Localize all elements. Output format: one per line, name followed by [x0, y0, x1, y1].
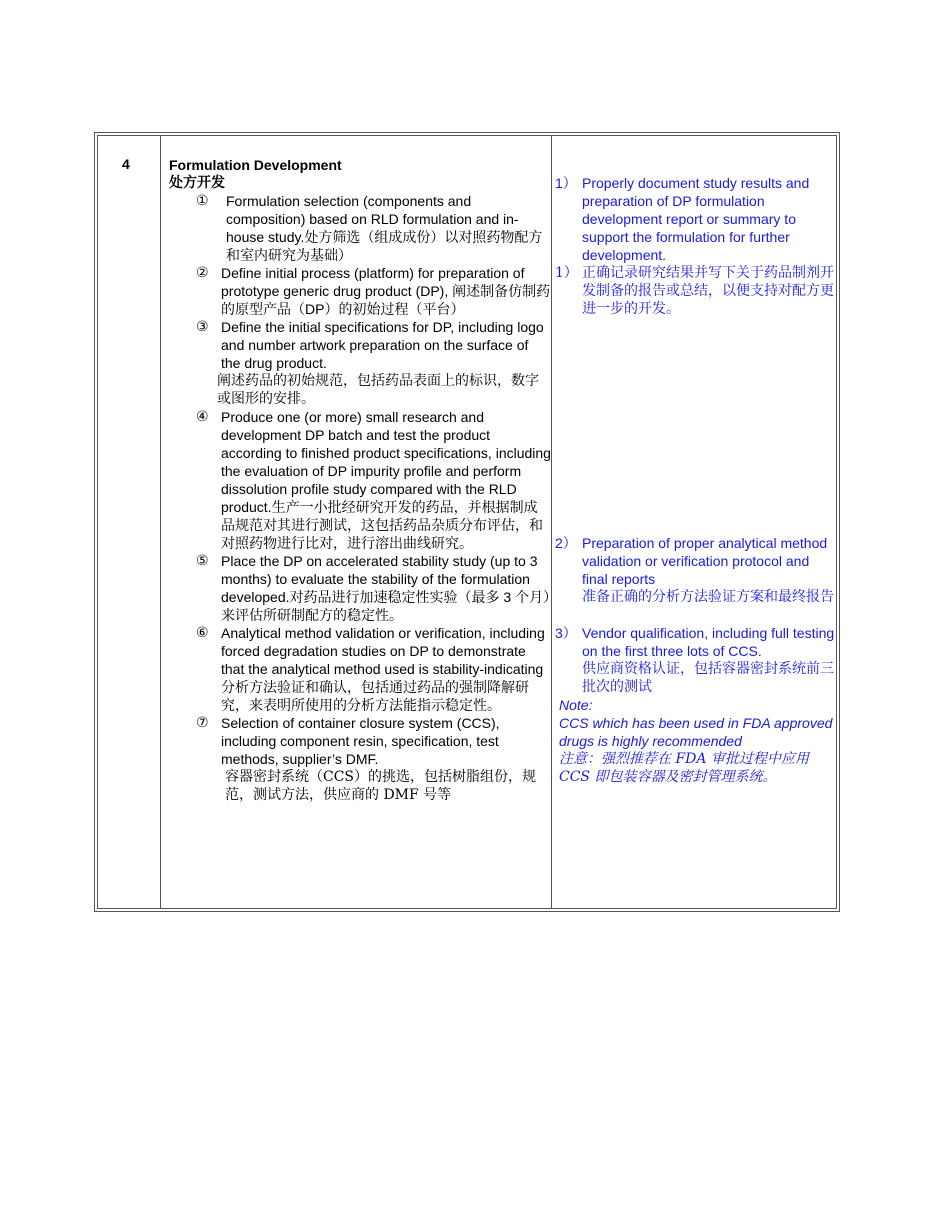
step-marker: ① — [196, 193, 209, 209]
step-marker: ④ — [196, 409, 209, 425]
step-marker: ⑥ — [196, 625, 209, 641]
step-text: Formulation selection (components and composition) based on RLD formulation and in-house study.处方筛选（组成成份）以对照药物配方和室内研究为基础） — [226, 193, 543, 263]
step-text: Produce one (or more) small research and development DP batch and test the product according to finished product specifications, including the evaluation of DP impurity profile and perform dissolution profile study compared with the RLD product.生产一小批经研究开发的药品，并根据制成品规范对其进行测试，这包括药品杂质分布评估，和对照药物进行比对，进行溶出曲线研究。 — [221, 409, 551, 551]
step-text: Define initial process (platform) for preparation of prototype generic drug product (DP), 阐述制备仿制药的原型产品（DP）的初始过程（平台） — [221, 265, 551, 317]
remark-number: 2） — [555, 535, 577, 551]
column-divider-2 — [551, 136, 552, 908]
column-divider-1 — [160, 136, 161, 908]
remark-text: 正确记录研究结果并写下关于药品制剂开发制备的报告或总结，以便支持对配方更进一步的开发。 — [582, 265, 834, 317]
step-item — [169, 408, 551, 552]
remark-text-zh: 准备正确的分析方法验证方案和最终报告 — [582, 589, 834, 605]
remark-text-zh: 供应商资格认证，包括容器密封系统前三批次的测试 — [582, 661, 834, 695]
remark-number: 1） — [555, 265, 578, 281]
step-item — [169, 318, 551, 408]
step-extra-text: 阐述药品的初始规范，包括药品表面上的标识，数字或图形的安排。 — [217, 373, 539, 407]
note-text: CCS which has been used in FDA approved drugs is highly recommended — [559, 715, 833, 749]
step-list — [169, 192, 551, 804]
step-text: Place the DP on accelerated stability study (up to 3 months) to evaluate the stability of the formulation developed.对药品进行加速稳定性实验（最多 3 个月）来评估所研制配方的稳定性。 — [221, 553, 551, 623]
remark-number: 1） — [555, 175, 577, 191]
section-title: Formulation Development — [169, 157, 342, 173]
remark-text: Properly document study results and preparation of DP formulation development report or summary to support the formulation for further development. — [582, 175, 810, 263]
remark-spacer — [555, 606, 835, 624]
step-item — [169, 192, 551, 264]
step-text: Analytical method validation or verification, including forced degradation studies on DP to demonstrate that the analytical method used is stability-indicating 分析方法验证和确认，包括通过药品的强制降解研究，来表明所使用的分析方法能指示稳定性。 — [221, 625, 545, 713]
remark-1-zh — [555, 264, 835, 318]
requirements-table — [94, 132, 840, 912]
step-item — [169, 714, 551, 804]
step-text: Define the initial specifications for DP, including logo and number artwork preparation on the surface of the drug product. — [221, 319, 544, 371]
step-marker: ⑤ — [196, 553, 209, 569]
step-item — [169, 264, 551, 318]
step-extra-text: 容器密封系统（CCS）的挑选，包括树脂组份，规范，测试方法，供应商的 DMF 号等 — [225, 769, 537, 803]
remark-text: Preparation of proper analytical method validation or verification protocol and final reports — [582, 535, 828, 587]
table-inner-border — [97, 135, 837, 909]
step-marker: ② — [196, 265, 209, 281]
step-text: Selection of container closure system (CCS), including component resin, specification, test methods, supplier’s DMF. — [221, 715, 500, 767]
remark-2 — [555, 534, 835, 606]
section-subtitle: 处方开发 — [169, 175, 225, 191]
note-text-zh: 注意：强烈推荐在 FDA 审批过程中应用 CCS 即包装容器及密封管理系统。 — [559, 751, 809, 785]
note-label: Note: — [559, 697, 593, 713]
remark-1-en — [555, 174, 835, 264]
row-number: 4 — [122, 156, 130, 172]
remark-text: Vendor qualification, including full testing on the first three lots of CCS. — [582, 625, 835, 659]
step-marker: ③ — [196, 319, 209, 335]
remark-spacer — [555, 318, 835, 534]
step-item — [169, 552, 551, 624]
remark-number: 3） — [555, 625, 577, 641]
step-marker: ⑦ — [196, 715, 209, 731]
step-item — [169, 624, 551, 714]
description-cell — [169, 156, 551, 804]
remark-3 — [555, 624, 835, 696]
remarks-cell — [555, 174, 835, 786]
